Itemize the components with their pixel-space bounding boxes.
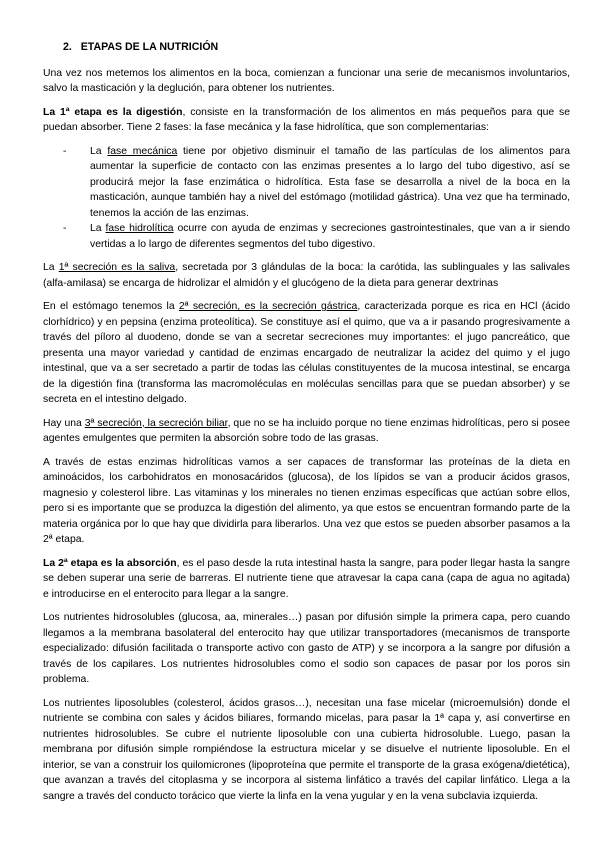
fase-mecanica-text: tiene por objetivo disminuir el tamaño de las partículas de los alimentos para aumentar la superficie de contacto con las enzimas presentes a lo largo del tubo digestivo, así se producirá mejor la fase enzimática o hidrolítica. Esta fase se desarrolla a nivel de la boca en la masticación, aunque también hay a nivel del estómago (motilidad gástrica). Una vez que ha terminado, tenemos la acción de las enzimas. (90, 145, 570, 219)
hidrosolubles-paragraph: Los nutrientes hidrosolubles (glucosa, aa, minerales…) pasan por difusión simple la primera capa, pero cuando llegamos a la membrana basolateral del enterocito hay que utilizar transportadores (mecanismos de transporte especializado: difusión facilitada o transporte activo con gasto de ATP) y se incorpora a la sangre por difusión a través de los capilares. Los nutrientes hidrosolubles como el sodio son capaces de pasar por los poros sin problema. (43, 612, 570, 685)
enzimas-paragraph: A través de estas enzimas hidrolíticas vamos a ser capaces de transformar las proteínas de la dieta en aminoácidos, los carbohidratos en monosacáridos (glucosa), de los lípidos se van a producir ácidos grasos, magnesio y colesterol libre. Las vitaminas y los minerales no tienen enzimas específicas que actúan sobre ellos, pero si es importante que se produzca la digestión del alimento, ya que estos se encuentran formando parte de la materia orgánica por lo que hay que dividirla para liberarlos. Una vez que estos se pueden absorber pasamos a la 2ª etapa. (43, 456, 570, 545)
gastrica-term: 2ª secreción, es la secreción gástrica (178, 301, 358, 312)
etapa2-text: , es el paso desde la ruta intestinal hasta la sangre, para poder llegar hasta la sangre se deben superar una serie de barreras. El nutriente tiene que atravesar la capa cana (capa de agua no agitada) e introducirse en el enterocito para llegar a la sangre. (43, 557, 570, 600)
intro-paragraph: Una vez nos metemos los alimentos en la boca, comienzan a funcionar una serie de mecanismos involuntarios, salvo la masticación y la deglución, para obtener los nutrientes. (43, 67, 570, 94)
etapa1-text: , consiste en la transformación de los alimentos en más pequeños para que se puedan absorber. Tiene 2 fases: la fase mecánica y la fase hidrolítica, que son complementarias: (43, 106, 570, 133)
gastrica-text: , caracterizada porque es rica en HCl (ácido clorhídrico) y en pepsina (enzima proteolítica). Se constituye así el quimo, que va a ir pasando progresivamente a través del píloro al duodeno, donde se van a secretar secreciones muy importantes: el jugo pancreático, que presenta una mayor variedad y cantidad de enzimas encargado de neutralizar la acidez del quimo y el jugo intestinal, que va a ser secretado a partir de todas las células constituyentes de la mucosa intestinal, se encarga de la digestión fina (transforma las macromoléculas en moléculas sencillas para que se puedan absorber) y se secreta en el intestino delgado. (43, 301, 570, 405)
biliar-term: 3ª secreción, la secreción biliar (84, 417, 228, 429)
fase-hidrolitica-pre: La (90, 223, 106, 234)
saliva-paragraph (43, 260, 570, 291)
etapa2-lead: La 2ª etapa es la absorción (43, 557, 177, 569)
fases-list (43, 144, 570, 253)
biliar-pre: Hay una (43, 417, 85, 429)
section-number: 2. (63, 41, 72, 53)
saliva-term: 1ª secreción es la saliva (58, 262, 176, 273)
fase-mecanica-pre: La (90, 145, 108, 157)
biliar-paragraph (43, 416, 570, 447)
saliva-text: , secretada por 3 glándulas de la boca: la carótida, las sublinguales y las salivales (alfa-amilasa) se encarga de hidrolizar el almidón y el glucógeno de la dieta para generar dextrinas (43, 262, 570, 289)
etapa1-lead: La 1ª etapa es la digestión (43, 106, 183, 118)
list-item (90, 221, 570, 252)
saliva-pre: La (43, 262, 59, 273)
list-item (90, 144, 570, 222)
etapa1-paragraph (43, 105, 570, 136)
fase-hidrolitica-text: ocurre con ayuda de enzimas y secreciones gastrointestinales, que van a ir siendo vertidas a lo largo de diferentes segmentos del tubo digestivo. (90, 223, 571, 250)
liposolubles-paragraph: Los nutrientes liposolubles (colesterol, ácidos grasos…), necesitan una fase micelar (microemulsión) donde el nutriente se combina con sales y ácidos biliares, formando micelas, para pasar la 1ª capa y, así convertirse en nutrientes hidrosolubles. Se cubre el nutriente liposoluble con una cubierta hidrosoluble. Luego, pasan la membrana por difusión simple rompiéndose la estructura micelar y se disuelve el nutriente liposoluble. En el interior, se van a construir los quilomicrones (lipoproteína que permite el transporte de la grasa exógena/dietética), que avanzan a través del citoplasma y se incorpora al sistema linfático a través del capilar linfático. Llega a la sangre a través del conducto torácico que vierte la linfa en la vena yugular y en la vena subclavia izquierda. (43, 697, 570, 802)
gastrica-pre: En el estómago tenemos la (43, 301, 179, 312)
fase-hidrolitica-term: fase hidrolítica (105, 223, 174, 234)
biliar-text: , que no se ha incluido porque no tiene enzimas hidrolíticas, pero si posee agentes emulgentes que permiten la absorción sobre todo de las grasas. (43, 417, 571, 444)
etapa2-paragraph (43, 556, 570, 603)
gastrica-paragraph (43, 299, 570, 408)
section-title: ETAPAS DE LA NUTRICIÓN (80, 41, 219, 53)
section-heading (63, 40, 570, 56)
fase-mecanica-term: fase mecánica (107, 145, 178, 157)
